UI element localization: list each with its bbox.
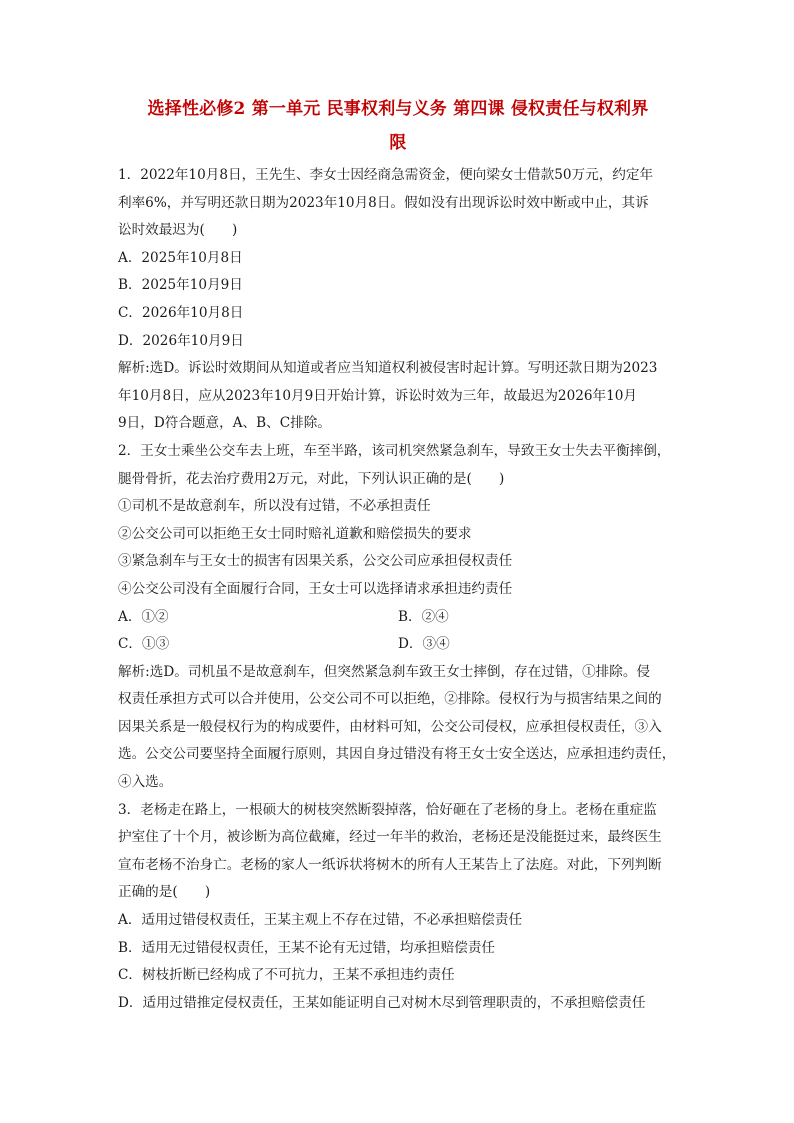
question-1-analysis: [118, 355, 678, 438]
question-3-stem: [118, 797, 678, 907]
question-3-option-b: B．适用无过错侵权责任，王某不论有无过错，均承担赔偿责任: [118, 939, 496, 956]
analysis-line: 解析:选D。诉讼时效期间从知道或者应当知道权利被侵害时起计算。写明还款日期为2023: [118, 360, 658, 377]
question-1-option-b: B．2025年10月9日: [118, 277, 243, 294]
question-2-option-d: D．③④: [398, 636, 450, 653]
question-3: [118, 797, 678, 1018]
question-1-option-c: C．2026年10月8日: [118, 304, 244, 321]
question-2-item-2: ②公交公司可以拒绝王女士同时赔礼道歉和赔偿损失的要求: [118, 525, 472, 542]
question-2-options-row-2: [118, 631, 678, 659]
stem-line: 讼时效最迟为( ): [118, 222, 238, 239]
question-1-option-a: A．2025年10月8日: [118, 249, 243, 266]
title-line-1: 选择性必修2 第一单元 民事权利与义务 第四课 侵权责任与权利界: [147, 99, 649, 119]
question-1: [118, 162, 678, 438]
question-2-option-a: A．①②: [118, 608, 169, 625]
question-2-item-3: ③紧急刹车与王女士的损害有因果关系，公交公司应承担侵权责任: [118, 553, 513, 570]
analysis-line: 解析:选D。司机虽不是故意刹车，但突然紧急刹车致王女士摔倒，存在过错，①排除。侵: [118, 663, 651, 680]
stem-line: 正确的是( ): [118, 884, 211, 901]
stem-line: 3．老杨走在路上，一根硕大的树枝突然断裂掉落，恰好砸在了老杨的身上。老杨在重症监: [118, 801, 657, 818]
analysis-line: 因果关系是一般侵权行为的构成要件，由材料可知，公交公司侵权，应承担侵权责任，③入: [118, 718, 662, 735]
question-2-analysis: [118, 659, 678, 797]
question-2-stem: [118, 438, 678, 493]
question-1-stem: [118, 162, 678, 245]
analysis-line: ④入选。: [118, 774, 173, 791]
stem-line: 1．2022年10月8日，王先生、李女士因经商急需资金，便向梁女士借款50万元，约定年: [118, 167, 654, 183]
question-1-option-d: D．2026年10月9日: [118, 332, 244, 349]
stem-line: 腿骨骨折，花去治疗费用2万元，对此，下列认识正确的是( ): [118, 470, 505, 487]
stem-line: 利率6%，并写明还款日期为2023年10月8日。假如没有出现诉讼时效中断或中止，其诉: [118, 194, 649, 211]
question-3-option-d: D．适用过错推定侵权责任，王某如能证明自己对树木尽到管理职责的，不承担赔偿责任: [118, 994, 646, 1011]
question-2-item-4: ④公交公司没有全面履行合同，王女士可以选择请求承担违约责任: [118, 580, 513, 597]
stem-line: 宣布老杨不治身亡。老杨的家人一纸诉状将树木的所有人王某告上了法庭。对此，下列判断: [118, 856, 662, 873]
question-2-option-c: C．①③: [118, 636, 170, 653]
question-2: [118, 438, 678, 797]
analysis-line: 9日，D符合题意，A、B、C排除。: [118, 415, 331, 432]
document-title: [118, 92, 678, 160]
title-line-2: 限: [389, 133, 407, 153]
question-2-item-1: ①司机不是故意刹车，所以没有过错，不必承担责任: [118, 498, 431, 515]
analysis-line: 年10月8日，应从2023年10月9日开始计算，诉讼时效为三年，故最迟为2026年10月: [118, 387, 638, 404]
stem-line: 2．王女士乘坐公交车去上班，车至半路，该司机突然紧急刹车，导致王女士失去平衡摔倒，: [118, 442, 671, 459]
stem-line: 护室住了十个月，被诊断为高位截瘫，经过一年半的救治，老杨还是没能挺过来，最终医生: [118, 829, 662, 846]
question-2-option-b: B．②④: [398, 608, 449, 625]
question-2-options-row-1: [118, 604, 678, 632]
analysis-line: 选。公交公司要坚持全面履行原则，其因自身过错没有将王女士安全送达，应承担违约责任，: [118, 746, 676, 763]
analysis-line: 权责任承担方式可以合并使用，公交公司不可以拒绝，②排除。侵权行为与损害结果之间的: [118, 691, 662, 708]
question-3-option-c: C．树枝折断已经构成了不可抗力，王某不承担违约责任: [118, 967, 455, 984]
document-page: [118, 92, 678, 1017]
question-3-option-a: A．适用过错侵权责任，王某主观上不存在过错，不必承担赔偿责任: [118, 912, 523, 929]
